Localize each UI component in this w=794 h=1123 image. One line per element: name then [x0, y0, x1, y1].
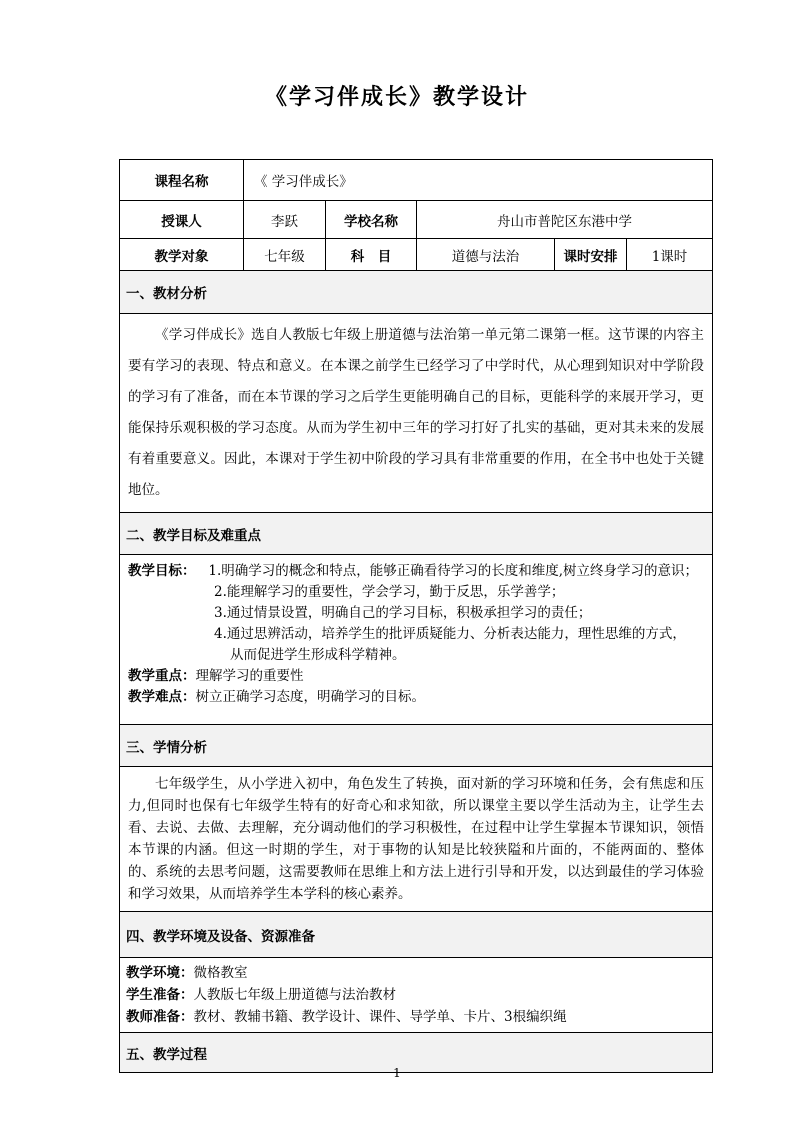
section-5-title: 五、教学过程 [120, 1033, 713, 1073]
env-label: 教学环境： [126, 965, 194, 981]
section-4-title: 四、教学环境及设备、资源准备 [120, 912, 713, 958]
student-prep-label: 学生准备： [126, 987, 194, 1003]
goal-4b: 从而促进学生形成科学精神。 [230, 647, 406, 663]
course-name-value: 《 学习伴成长》 [244, 160, 713, 201]
env-line [126, 962, 706, 984]
env-value: 微格教室 [193, 965, 248, 981]
teacher-prep-line [126, 1006, 706, 1028]
target-value: 七年级 [244, 239, 326, 271]
goal-1: 1.明确学习的概念和特点，能够正确看待学习的长度和维度,树立终身学习的意识； [208, 563, 699, 579]
schedule-value: 1课时 [627, 239, 713, 271]
lesson-plan-table [119, 159, 713, 1073]
goal-4a: 4.通过思辨活动，培养学生的批评质疑能力、分析表达能力，理性思维的方式， [214, 626, 686, 642]
student-prep-value: 人教版七年级上册道德与法治教材 [193, 987, 396, 1003]
schedule-label: 课时安排 [555, 239, 627, 271]
section-1-text: 《学习伴成长》选自人教版七年级上册道德与法治第一单元第二课第一框。这节课的内容主要有学习的表现、特点和意义。在本课之前学生已经学习了中学时代，从心理到知识对中学阶段的学习有了准备，而在本节课的学习之后学生更能明确自己的目标，更能科学的来展开学习，更能保持乐观积极的学习态度。从而为学生初中三年的学习打好了扎实的基础，更对其未来的发展有着重要意义。因此，本课对于学生初中阶段的学习具有非常重要的作用，在全书中也处于关键地位。 [120, 314, 713, 513]
goal-1-line [128, 561, 704, 582]
page-title: 《学习伴成长》教学设计 [264, 85, 529, 110]
teacher-value: 李跃 [244, 201, 326, 239]
difficulty-label: 教学难点： [128, 689, 196, 705]
page-number: 1 [393, 1066, 401, 1080]
difficulty-line [128, 687, 704, 708]
difficulty-value: 树立正确学习态度，明确学习的目标。 [195, 689, 425, 705]
environment-prep [120, 958, 713, 1033]
key-point-line [128, 666, 704, 687]
goals-label: 教学目标： [128, 563, 196, 579]
section-3-text: 七年级学生，从小学进入初中，角色发生了转换，面对新的学习环境和任务，会有焦虑和压力,但同时也保有七年级学生特有的好奇心和求知欲，所以课堂主要以学生活动为主，让学生去看、去说、去做、去理解，充分调动他们的学习积极性，在过程中让学生掌握本节课知识，领悟本节课的内涵。但这一时期的学生，对于事物的认知是比较狭隘和片面的，不能两面的、整体的、系统的去思考问题，这需要教师在思维上和方法上进行引导和开发，以达到最佳的学习体验和学习效果，从而培养学生本学科的核心素养。 [120, 767, 713, 912]
school-value: 舟山市普陀区东港中学 [417, 201, 713, 239]
course-name-label: 课程名称 [120, 160, 244, 201]
section-1-title: 一、教材分析 [120, 271, 713, 314]
teacher-prep-label: 教师准备： [126, 1009, 194, 1025]
target-label: 教学对象 [120, 239, 244, 271]
goal-3: 3.通过情景设置，明确自己的学习目标，积极承担学习的责任； [214, 605, 592, 621]
student-prep-line [126, 984, 706, 1006]
subject-label: 科 目 [326, 239, 417, 271]
subject-value: 道德与法治 [417, 239, 555, 271]
key-point-label: 教学重点： [128, 668, 196, 684]
teacher-prep-value: 教材、教辅书籍、教学设计、课件、导学单、卡片、3根编织绳 [193, 1009, 567, 1025]
section-3-title: 三、学情分析 [120, 725, 713, 767]
school-label: 学校名称 [326, 201, 417, 239]
goal-2: 2.能理解学习的重要性，学会学习，勤于反思，乐学善学； [214, 584, 565, 600]
section-2-title: 二、教学目标及难重点 [120, 513, 713, 555]
teacher-label: 授课人 [120, 201, 244, 239]
teaching-goals [120, 555, 713, 725]
key-point-value: 理解学习的重要性 [195, 668, 304, 684]
